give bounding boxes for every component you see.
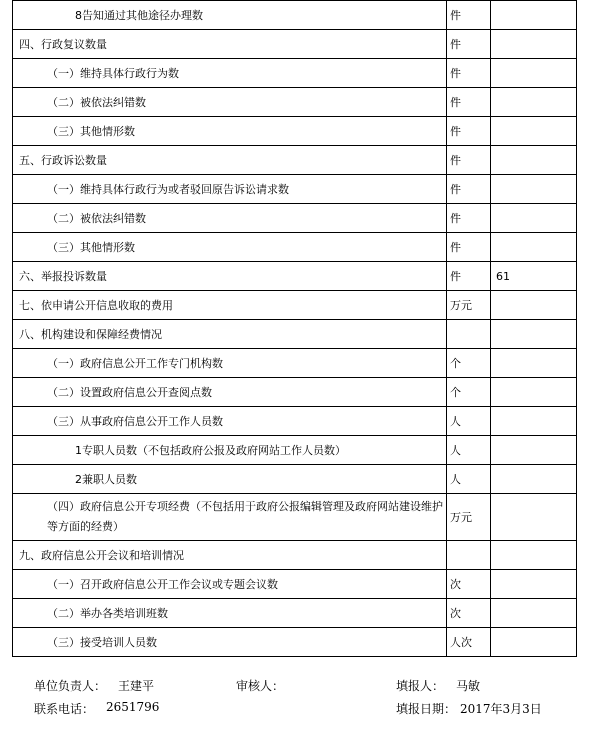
unit-cell: 人 <box>447 465 491 494</box>
value-cell <box>491 599 577 628</box>
unit-cell <box>447 320 491 349</box>
value-cell <box>491 117 577 146</box>
table-row <box>13 88 577 117</box>
table-row <box>13 30 577 59</box>
table-row <box>13 117 577 146</box>
table-row <box>13 146 577 175</box>
item-cell: （三）其他情形数 <box>13 233 447 262</box>
unit-cell: 件 <box>447 175 491 204</box>
table-row <box>13 349 577 378</box>
item-cell: （一）维持具体行政行为数 <box>13 59 447 88</box>
item-cell: 8告知通过其他途径办理数 <box>13 1 447 30</box>
item-cell: （二）设置政府信息公开查阅点数 <box>13 378 447 407</box>
value-cell <box>491 233 577 262</box>
unit-cell: 次 <box>447 599 491 628</box>
fill-date-label: 填报日期： <box>396 702 457 716</box>
table-row <box>13 628 577 657</box>
item-cell: 五、行政诉讼数量 <box>13 146 447 175</box>
value-cell <box>491 436 577 465</box>
table-row <box>13 378 577 407</box>
table-row <box>13 570 577 599</box>
table-row <box>13 1 577 30</box>
table-row <box>13 436 577 465</box>
unit-cell: 个 <box>447 378 491 407</box>
table-row <box>13 291 577 320</box>
table-row <box>13 175 577 204</box>
unit-leader-label: 单位负责人： <box>34 679 107 693</box>
value-cell <box>491 59 577 88</box>
reviewer-label: 审核人： <box>236 679 285 693</box>
item-cell: 七、依申请公开信息收取的费用 <box>13 291 447 320</box>
item-cell: 九、政府信息公开会议和培训情况 <box>13 541 447 570</box>
value-cell <box>491 320 577 349</box>
item-cell: （三）其他情形数 <box>13 117 447 146</box>
table-row <box>13 541 577 570</box>
unit-cell: 件 <box>447 233 491 262</box>
item-cell: 六、举报投诉数量 <box>13 262 447 291</box>
unit-cell: 件 <box>447 146 491 175</box>
unit-cell: 万元 <box>447 494 491 541</box>
value-cell <box>491 30 577 59</box>
table-row <box>13 599 577 628</box>
value-cell <box>491 407 577 436</box>
unit-cell: 件 <box>447 30 491 59</box>
statistics-table <box>12 0 577 657</box>
item-cell: 1专职人员数（不包括政府公报及政府网站工作人员数） <box>13 436 447 465</box>
phone-number: 2651796 <box>106 700 160 714</box>
table-row <box>13 233 577 262</box>
unit-cell: 人 <box>447 436 491 465</box>
unit-cell: 件 <box>447 262 491 291</box>
phone-label: 联系电话： <box>34 702 95 716</box>
value-cell <box>491 88 577 117</box>
table-row <box>13 465 577 494</box>
item-cell: （三）从事政府信息公开工作人员数 <box>13 407 447 436</box>
value-cell <box>491 291 577 320</box>
value-cell <box>491 204 577 233</box>
value-cell <box>491 378 577 407</box>
unit-leader-name: 王建平 <box>118 679 155 693</box>
table-row <box>13 59 577 88</box>
item-cell: （二）被依法纠错数 <box>13 88 447 117</box>
item-cell: （四）政府信息公开专项经费（不包括用于政府公报编辑管理及政府网站建设维护等方面的经费） <box>13 494 447 541</box>
unit-cell <box>447 541 491 570</box>
unit-cell: 件 <box>447 59 491 88</box>
item-cell: （一）政府信息公开工作专门机构数 <box>13 349 447 378</box>
value-cell <box>491 1 577 30</box>
table-row <box>13 494 577 541</box>
table-row <box>13 204 577 233</box>
unit-cell: 人 <box>447 407 491 436</box>
value-cell <box>491 494 577 541</box>
item-cell: （一）召开政府信息公开工作会议或专题会议数 <box>13 570 447 599</box>
unit-cell: 件 <box>447 117 491 146</box>
table-row <box>13 407 577 436</box>
value-cell <box>491 541 577 570</box>
item-cell: 八、机构建设和保障经费情况 <box>13 320 447 349</box>
value-cell <box>491 175 577 204</box>
item-cell: （一）维持具体行政行为或者驳回原告诉讼请求数 <box>13 175 447 204</box>
value-cell <box>491 628 577 657</box>
unit-cell: 件 <box>447 88 491 117</box>
unit-cell: 件 <box>447 1 491 30</box>
unit-cell: 次 <box>447 570 491 599</box>
filler-label: 填报人： <box>396 679 445 693</box>
value-cell <box>491 349 577 378</box>
item-cell: 2兼职人员数 <box>13 465 447 494</box>
value-cell <box>491 465 577 494</box>
unit-cell: 人次 <box>447 628 491 657</box>
item-cell: （二）被依法纠错数 <box>13 204 447 233</box>
item-cell: 四、行政复议数量 <box>13 30 447 59</box>
filler-name: 马敏 <box>456 679 481 693</box>
item-cell: （三）接受培训人员数 <box>13 628 447 657</box>
unit-cell: 个 <box>447 349 491 378</box>
unit-cell: 件 <box>447 204 491 233</box>
unit-cell: 万元 <box>447 291 491 320</box>
fill-date: 2017年3月3日 <box>460 702 542 716</box>
value-cell: 61 <box>491 262 577 291</box>
value-cell <box>491 146 577 175</box>
item-cell: （二）举办各类培训班数 <box>13 599 447 628</box>
statistics-table-body <box>13 1 577 657</box>
table-row <box>13 262 577 291</box>
value-cell <box>491 570 577 599</box>
table-row <box>13 320 577 349</box>
